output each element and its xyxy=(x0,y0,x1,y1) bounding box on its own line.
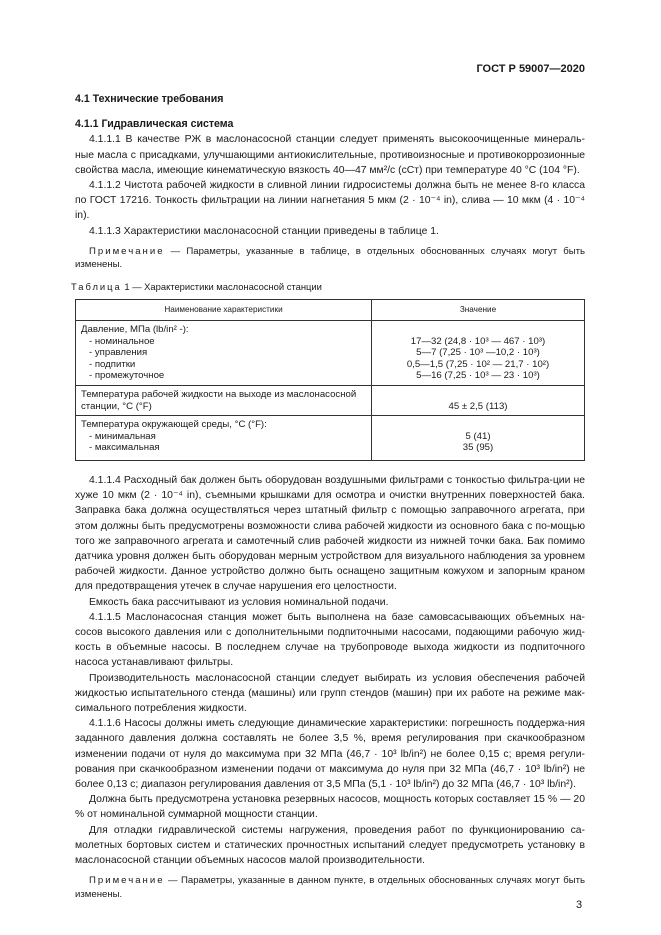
row-value: 0,5—1,5 (7,25 · 10² — 21,7 · 10²) xyxy=(406,358,550,370)
table-cell-value xyxy=(372,321,585,386)
page-content xyxy=(71,92,585,901)
paragraph-4-1-1-1: 4.1.1.1 В качестве РЖ в маслонасосной станции следует применять высокоочищенные минераль-ные масла с присадками, улучшающими антиокислительные, противоизносные и противокоррозионные свойства масла, имеющие кинематическую вязкость 40—47 мм²/с (сСт) при температуре 40 °С (104 °F). xyxy=(75,134,585,176)
row-subitem: - подпитки xyxy=(89,358,136,370)
table-header-value: Значение xyxy=(372,300,585,321)
table-cell-value xyxy=(372,416,585,461)
row-title: Давление, МПа (lb/in² -): xyxy=(81,324,189,336)
table-cell-name xyxy=(76,416,372,461)
table-cell-name: Температура рабочей жидкости на выходе из маслонасосной станции, °С (°F) xyxy=(76,386,372,416)
paragraph-4-1-1-4: 4.1.1.4 Расходный бак должен быть оборудован воздушными фильтрами с тонкостью фильтра-ции не хуже 10 мкм (2 · 10⁻⁴ in), съемными крышками для осмотра и очистки внутренних поверхностей бака. Заправка бака должна осуществляться через штатный фильтр с помощью заправочного агрегата, при этом должны быть предусмотрены возможности слива рабочей жидкости из основного бака с по-мощью того же заправочного агрегата и самотечный слив рабочей жидкости из нижней точки бака. Бак помимо датчика уровня должен быть оборудован мерным устройством для визуального наблюдения за уровнем рабочей жидкости. Данное устройство должно быть оснащено защитным кожухом и запорным краном для предотвращения утечек в случае нарушения его целостности. xyxy=(75,474,585,593)
row-subitem: - максимальная xyxy=(89,442,160,454)
row-subitem: - минимальная xyxy=(89,430,156,442)
note-paragraph xyxy=(75,874,585,901)
table-caption-title: 1 — Характеристики маслонасосной станции xyxy=(121,280,322,292)
paragraph-4-1-1-3: 4.1.1.3 Характеристики маслонасосной станции приведены в таблице 1. xyxy=(89,225,439,237)
paragraph-productivity: Производительность маслонасосной станции следует выбирать из условия обеспечения рабочей жидкостью испытательного стенда (машины) или групп стендов (машин) при их работе на режиме мак-симального потребления жидкости. xyxy=(75,672,585,715)
paragraph-tank-capacity: Емкость бака рассчитывают из условия номинальной подачи. xyxy=(89,596,389,608)
section-heading: 4.1 Технические требования xyxy=(75,93,224,105)
note-label: Примечание xyxy=(89,875,165,887)
row-value: 5—16 (7,25 · 10³ — 23 · 10³) xyxy=(416,370,540,382)
table-row xyxy=(76,416,585,461)
table-caption-label: Таблица xyxy=(71,280,122,292)
paragraph-4-1-1-6: 4.1.1.6 Насосы должны иметь следующие динамические характеристики: погрешность поддержа-ния заданного давления должна составлять не более 3,5 %, время регулирования при скачкообразном изменении подачи от нуля до максимума при 32 МПа (46,7 · 10³ lb/in²) не более 0,15 с; время регули-рования при скачкообразном изменении подачи от максимума до нуля при 32 МПа (46,7 · 10³ lb/in²) не более 0,13 с; диапазон регулирования давления от 3,5 МПа (5,1 · 10³ lb/in²) до 32 МПа (46,7 · 10³ lb/in²). xyxy=(75,718,585,791)
table-header-name: Наименование характеристики xyxy=(76,300,372,321)
paragraph-4-1-1-2: 4.1.1.2 Чистота рабочей жидкости в сливной линии гидросистемы должна быть не менее 8-го класса по ГОСТ 17216. Тонкость фильтрации на линии нагнетания 5 мкм (2 · 10⁻⁴ in), слива — 10 мкм (4 · 10⁻⁴ in). xyxy=(75,180,585,222)
page-number: 3 xyxy=(576,899,583,911)
paragraph-debug: Для отладки гидравлической системы нагружения, проведения работ по функционированию са-молетных бортовых систем и статических прочностных испытаний следует предусмотреть установку в маслонасосной станции объемных насосов малой производительности. xyxy=(75,824,585,867)
row-subitem: - промежуточное xyxy=(89,370,165,382)
table-row xyxy=(76,321,585,386)
note-label: Примечание xyxy=(89,245,165,257)
note-text: — Параметры, указанные в данном пункте, в отдельных обоснованных случаях могут быть изменены. xyxy=(75,875,585,900)
row-value: 5—7 (7,25 · 10³ —10,2 · 10³) xyxy=(416,347,540,359)
document-header-id: ГОСТ Р 59007—2020 xyxy=(476,63,585,75)
row-title: Температура окружающей среды, °С (°F): xyxy=(81,419,267,431)
row-value: 5 (41) xyxy=(465,430,491,442)
table-row xyxy=(76,386,585,416)
subsection-heading: 4.1.1 Гидравлическая система xyxy=(75,118,234,131)
row-value: 35 (95) xyxy=(462,442,494,454)
paragraph-reserve-pumps: Должна быть предусмотрена установка резервных насосов, мощность которых составляет 15 % — 20 % от номинальной суммарной мощности станции. xyxy=(75,794,585,821)
paragraph-4-1-1-5: 4.1.1.5 Маслонасосная станция может быть выполнена на базе самовсасывающих объемных на-сосов высокого давления или с дополнительными подпиточными насосами, подающими рабочую жид-кость в объемные насосы. В последнем случае на трубопроводе выхода жидкости из подпиточного насоса устанавливают фильтры. xyxy=(75,611,585,669)
table-caption xyxy=(71,279,585,294)
row-subitem: - номинальное xyxy=(89,335,155,347)
table-cell-value: 45 ± 2,5 (113) xyxy=(372,386,585,416)
note-text: — Параметры, указанные в таблице, в отдельных обоснованных случаях могут быть изменены. xyxy=(75,245,585,271)
row-value: 17—32 (24,8 · 10³ — 467 · 10³) xyxy=(410,335,546,347)
table-cell-name xyxy=(76,321,372,386)
table-header-row xyxy=(76,300,585,321)
note-table xyxy=(75,245,585,272)
row-subitem: - управления xyxy=(89,347,148,359)
characteristics-table xyxy=(75,299,585,461)
